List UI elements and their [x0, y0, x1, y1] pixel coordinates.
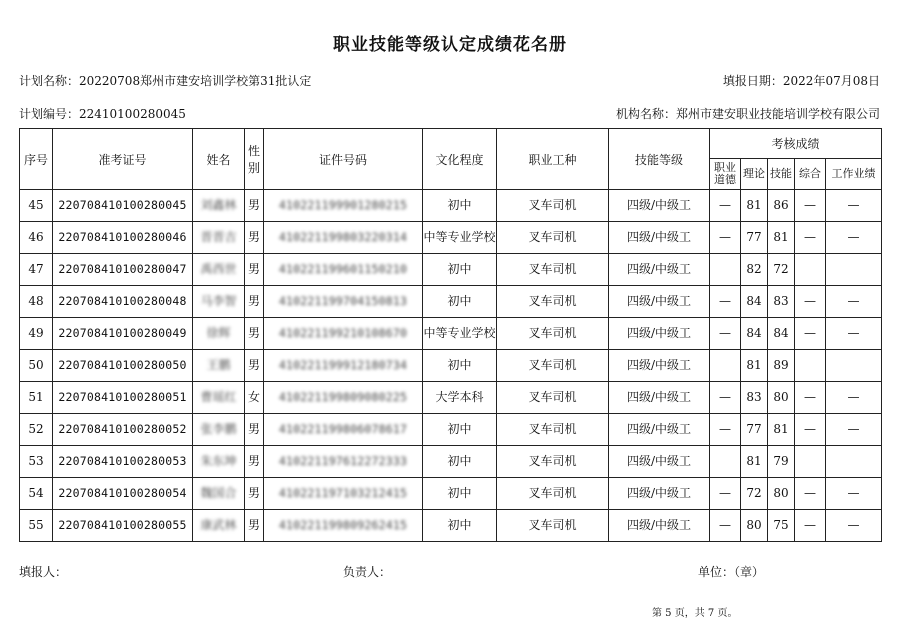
header-education: 文化程度 — [423, 129, 497, 190]
cell-level: 四级/中级工 — [609, 222, 710, 254]
cell-ethics — [710, 350, 741, 382]
cell-ethics: — — [710, 478, 741, 510]
cell-education: 初中 — [423, 510, 497, 542]
cell-level: 四级/中级工 — [609, 286, 710, 318]
header-exam-id: 准考证号 — [53, 129, 193, 190]
cell-id-no — [264, 478, 423, 510]
cell-education: 初中 — [423, 350, 497, 382]
cell-ethics: — — [710, 382, 741, 414]
table-row — [20, 382, 882, 414]
header-ethics: 职业道德 — [710, 159, 741, 190]
cell-theory: 84 — [741, 318, 768, 350]
cell-id-no — [264, 286, 423, 318]
filler-label: 填报人： — [19, 565, 68, 579]
plan-name: 计划名称：20220708郑州市建安培训学校第31批认定 — [19, 74, 312, 88]
header-theory: 理论 — [741, 159, 768, 190]
cell-education: 初中 — [423, 190, 497, 222]
cell-seq: 46 — [20, 222, 53, 254]
cell-name-text: 晋晋吉 — [200, 230, 237, 244]
cell-ethics: — — [710, 414, 741, 446]
table-row — [20, 350, 882, 382]
fill-date: 填报日期：2022年07月08日 — [722, 74, 880, 88]
cell-comprehensive: — — [795, 414, 826, 446]
cell-skill: 79 — [768, 446, 795, 478]
cell-seq: 50 — [20, 350, 53, 382]
header-work-perf: 工作业绩 — [826, 159, 882, 190]
cell-comprehensive: — — [795, 190, 826, 222]
cell-seq: 51 — [20, 382, 53, 414]
cell-gender: 男 — [245, 318, 264, 350]
cell-comprehensive: — — [795, 382, 826, 414]
cell-exam-id: 220708410100280055 — [53, 510, 193, 542]
cell-name-text: 徐辉 — [206, 326, 231, 340]
cell-ethics: — — [710, 286, 741, 318]
cell-gender: 男 — [245, 286, 264, 318]
cell-id-no — [264, 254, 423, 286]
cell-name-text: 魏国合 — [200, 486, 237, 500]
cell-level: 四级/中级工 — [609, 446, 710, 478]
cell-exam-id: 220708410100280052 — [53, 414, 193, 446]
cell-job: 叉车司机 — [497, 286, 609, 318]
cell-gender: 男 — [245, 254, 264, 286]
page-title: 职业技能等级认定成绩花名册 — [333, 35, 567, 55]
cell-name — [193, 350, 245, 382]
page-number: 第 5 页，共 7 页。 — [652, 608, 738, 619]
cell-theory: 81 — [741, 446, 768, 478]
cell-theory: 80 — [741, 510, 768, 542]
cell-seq: 49 — [20, 318, 53, 350]
table-row — [20, 222, 882, 254]
cell-name — [193, 222, 245, 254]
cell-work-perf: — — [826, 414, 882, 446]
cell-theory: 83 — [741, 382, 768, 414]
cell-skill: 80 — [768, 478, 795, 510]
cell-theory: 82 — [741, 254, 768, 286]
cell-theory: 81 — [741, 350, 768, 382]
cell-education: 大学本科 — [423, 382, 497, 414]
cell-seq: 48 — [20, 286, 53, 318]
cell-level: 四级/中级工 — [609, 414, 710, 446]
cell-seq: 54 — [20, 478, 53, 510]
cell-id-no-text: 410221199809262415 — [278, 518, 408, 532]
cell-id-no-text: 410221199912180734 — [278, 358, 408, 372]
cell-job: 叉车司机 — [497, 446, 609, 478]
cell-name-text: 朱东坤 — [200, 454, 237, 468]
header-level: 技能等级 — [609, 129, 710, 190]
cell-skill: 81 — [768, 222, 795, 254]
table-row — [20, 318, 882, 350]
header-seq: 序号 — [20, 129, 53, 190]
table-row — [20, 190, 882, 222]
header-comprehensive: 综合 — [795, 159, 826, 190]
cell-comprehensive: — — [795, 286, 826, 318]
cell-name — [193, 510, 245, 542]
cell-name — [193, 414, 245, 446]
cell-comprehensive: — — [795, 510, 826, 542]
cell-education: 中等专业学校 — [423, 222, 497, 254]
cell-exam-id: 220708410100280045 — [53, 190, 193, 222]
cell-id-no-text: 410221199704150813 — [278, 294, 408, 308]
cell-job: 叉车司机 — [497, 382, 609, 414]
cell-ethics: — — [710, 510, 741, 542]
cell-id-no — [264, 382, 423, 414]
cell-comprehensive — [795, 254, 826, 286]
cell-gender: 男 — [245, 446, 264, 478]
cell-exam-id: 220708410100280049 — [53, 318, 193, 350]
cell-id-no — [264, 222, 423, 254]
cell-name — [193, 190, 245, 222]
unit-label: 单位：（章） — [698, 565, 765, 579]
cell-name-text: 刘鑫林 — [200, 198, 237, 212]
cell-id-no — [264, 510, 423, 542]
cell-skill: 84 — [768, 318, 795, 350]
cell-name — [193, 286, 245, 318]
cell-name-text: 曹瑶红 — [200, 390, 237, 404]
cell-exam-id: 220708410100280050 — [53, 350, 193, 382]
cell-skill: 75 — [768, 510, 795, 542]
cell-ethics: — — [710, 190, 741, 222]
table-row — [20, 286, 882, 318]
cell-level: 四级/中级工 — [609, 254, 710, 286]
cell-name — [193, 318, 245, 350]
cell-work-perf: — — [826, 510, 882, 542]
header-job: 职业工种 — [497, 129, 609, 190]
cell-job: 叉车司机 — [497, 510, 609, 542]
cell-ethics: — — [710, 222, 741, 254]
cell-skill: 86 — [768, 190, 795, 222]
cell-id-no-text: 410221199210108670 — [278, 326, 408, 340]
cell-theory: 77 — [741, 414, 768, 446]
cell-theory: 72 — [741, 478, 768, 510]
cell-id-no — [264, 350, 423, 382]
cell-education: 初中 — [423, 446, 497, 478]
cell-comprehensive: — — [795, 222, 826, 254]
cell-gender: 女 — [245, 382, 264, 414]
score-roster-table — [19, 128, 882, 542]
cell-seq: 52 — [20, 414, 53, 446]
cell-skill: 81 — [768, 414, 795, 446]
cell-id-no-text: 410221199806078617 — [278, 422, 408, 436]
cell-education: 初中 — [423, 478, 497, 510]
cell-theory: 77 — [741, 222, 768, 254]
cell-level: 四级/中级工 — [609, 190, 710, 222]
cell-education: 初中 — [423, 286, 497, 318]
cell-seq: 53 — [20, 446, 53, 478]
cell-name-text: 康武林 — [200, 518, 237, 532]
header-gender: 性别 — [245, 129, 264, 190]
cell-gender: 男 — [245, 414, 264, 446]
cell-gender: 男 — [245, 190, 264, 222]
cell-exam-id: 220708410100280048 — [53, 286, 193, 318]
cell-id-no-text: 410221199601150210 — [278, 262, 408, 276]
cell-exam-id: 220708410100280053 — [53, 446, 193, 478]
cell-ethics: — — [710, 318, 741, 350]
cell-comprehensive — [795, 446, 826, 478]
cell-work-perf: — — [826, 318, 882, 350]
cell-id-no-text: 410221199809080225 — [278, 390, 408, 404]
cell-seq: 55 — [20, 510, 53, 542]
cell-work-perf: — — [826, 478, 882, 510]
cell-name-text: 马李智 — [200, 294, 237, 308]
cell-seq: 45 — [20, 190, 53, 222]
table-row — [20, 478, 882, 510]
cell-id-no-text: 410221199901280215 — [278, 198, 408, 212]
cell-ethics — [710, 446, 741, 478]
cell-name — [193, 446, 245, 478]
cell-skill: 83 — [768, 286, 795, 318]
cell-comprehensive: — — [795, 478, 826, 510]
cell-theory: 84 — [741, 286, 768, 318]
cell-gender: 男 — [245, 478, 264, 510]
cell-skill: 72 — [768, 254, 795, 286]
cell-job: 叉车司机 — [497, 350, 609, 382]
cell-theory: 81 — [741, 190, 768, 222]
header-skill: 技能 — [768, 159, 795, 190]
cell-exam-id: 220708410100280046 — [53, 222, 193, 254]
cell-work-perf: — — [826, 222, 882, 254]
header-scores: 考核成绩 — [710, 129, 882, 159]
cell-job: 叉车司机 — [497, 478, 609, 510]
cell-work-perf — [826, 254, 882, 286]
cell-id-no — [264, 318, 423, 350]
cell-gender: 男 — [245, 510, 264, 542]
cell-gender: 男 — [245, 222, 264, 254]
cell-job: 叉车司机 — [497, 254, 609, 286]
org-name: 机构名称：郑州市建安职业技能培训学校有限公司 — [615, 107, 880, 121]
cell-name — [193, 478, 245, 510]
table-row — [20, 446, 882, 478]
cell-id-no — [264, 414, 423, 446]
cell-name — [193, 382, 245, 414]
header-name: 姓名 — [193, 129, 245, 190]
table-row — [20, 254, 882, 286]
cell-job: 叉车司机 — [497, 414, 609, 446]
cell-level: 四级/中级工 — [609, 510, 710, 542]
cell-name-text: 张李鹏 — [200, 422, 237, 436]
cell-level: 四级/中级工 — [609, 478, 710, 510]
person-in-charge-label: 负责人： — [343, 565, 392, 579]
cell-ethics — [710, 254, 741, 286]
cell-name-text: 王鹏 — [206, 358, 231, 372]
cell-education: 初中 — [423, 254, 497, 286]
cell-id-no-text: 410221199803220314 — [278, 230, 408, 244]
cell-work-perf — [826, 446, 882, 478]
cell-work-perf — [826, 350, 882, 382]
cell-id-no-text: 410221197103212415 — [278, 486, 408, 500]
cell-work-perf: — — [826, 286, 882, 318]
cell-name-text: 禹西世 — [200, 262, 237, 276]
cell-id-no — [264, 190, 423, 222]
cell-education: 中等专业学校 — [423, 318, 497, 350]
table-row — [20, 414, 882, 446]
cell-id-no — [264, 446, 423, 478]
cell-skill: 89 — [768, 350, 795, 382]
cell-level: 四级/中级工 — [609, 318, 710, 350]
cell-comprehensive: — — [795, 318, 826, 350]
cell-exam-id: 220708410100280051 — [53, 382, 193, 414]
cell-name — [193, 254, 245, 286]
table-row — [20, 510, 882, 542]
cell-level: 四级/中级工 — [609, 382, 710, 414]
cell-id-no-text: 410221197612272333 — [278, 454, 408, 468]
header-id-no: 证件号码 — [264, 129, 423, 190]
cell-exam-id: 220708410100280054 — [53, 478, 193, 510]
cell-level: 四级/中级工 — [609, 350, 710, 382]
plan-code: 计划编号：22410100280045 — [19, 107, 186, 121]
cell-work-perf: — — [826, 190, 882, 222]
cell-job: 叉车司机 — [497, 318, 609, 350]
cell-education: 初中 — [423, 414, 497, 446]
cell-work-perf: — — [826, 382, 882, 414]
cell-seq: 47 — [20, 254, 53, 286]
cell-gender: 男 — [245, 350, 264, 382]
cell-skill: 80 — [768, 382, 795, 414]
cell-job: 叉车司机 — [497, 222, 609, 254]
cell-comprehensive — [795, 350, 826, 382]
cell-exam-id: 220708410100280047 — [53, 254, 193, 286]
cell-job: 叉车司机 — [497, 190, 609, 222]
